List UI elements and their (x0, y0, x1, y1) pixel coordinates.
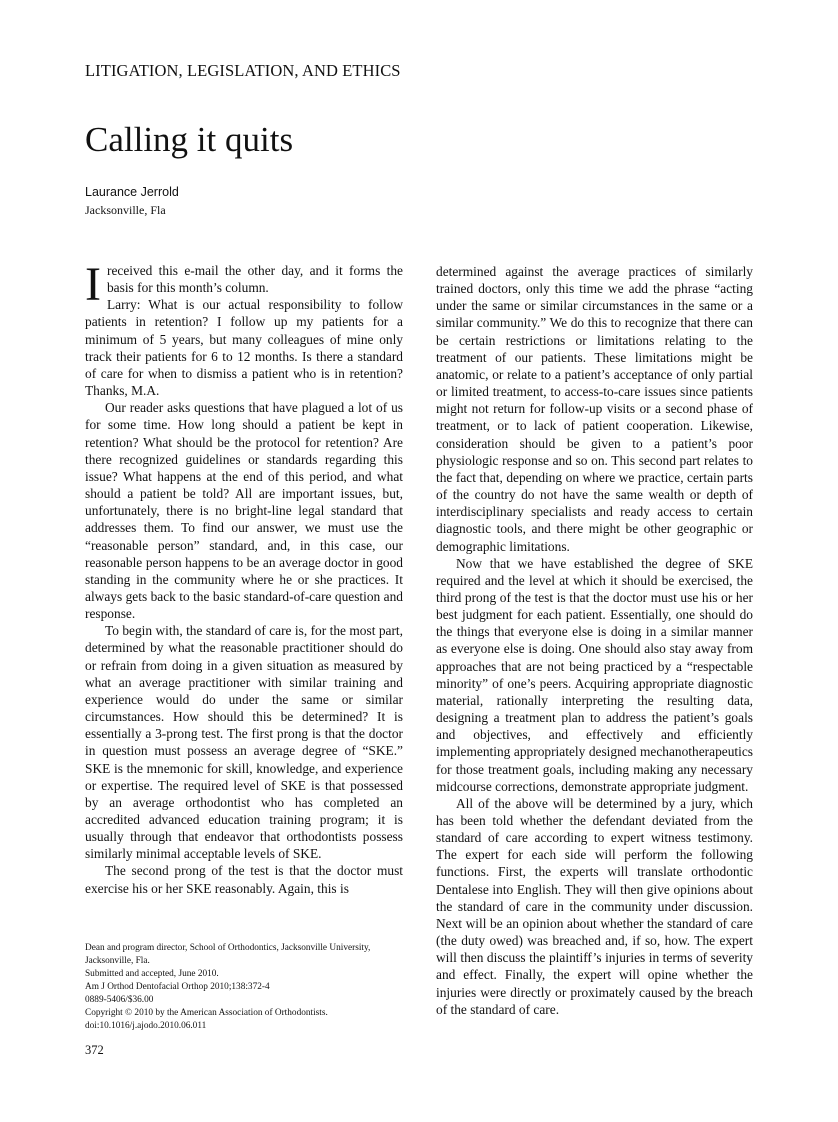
footnote-line: Copyright © 2010 by the American Association of Orthodontists. (85, 1008, 328, 1018)
footnote-line: doi:10.1016/j.ajodo.2010.06.011 (85, 1021, 207, 1031)
footnote-line: Submitted and accepted, June 2010. (85, 969, 219, 979)
footnote-line: 0889-5406/$36.00 (85, 995, 154, 1005)
paragraph-continued: determined against the average practices of similarly trained doctors, only this time we add the phrase “acting under the same or similar circumstances in the same or a similar community.” We do this to recognize that there can be certain restrictions or limitations relating to the treatment of our patients. These limitations might be anatomic, or relate to a patient’s acceptance of only partial or limited treatment, to access-to-care issues since patients might not return for follow-up visits or a second phase of treatment, or to lack of patient cooperation. Likewise, consideration should be given to a patient’s poor physiologic response and so on. This second part relates to the fact that, depending on where we practice, certain parts of the country do not have the same wealth or depth of interdisciplinary specialists and ready access to certain diagnostic tools, and there might be other geographic or demographic limitations. (436, 264, 753, 554)
footnote-line: Am J Orthod Dentofacial Orthop 2010;138:372-4 (85, 982, 270, 992)
footnote-line: Dean and program director, School of Orthodontics, Jacksonville University, (85, 943, 371, 953)
right-column (436, 263, 753, 1018)
paragraph-standard-of-care: To begin with, the standard of care is, for the most part, determined by what the reasonable practitioner should do or refrain from doing in a given situation as measured by what an average practitioner with similar training and experience would do under the same or similar circumstances. How should this be determined? It is essentially a 3-prong test. The first prong is that the doctor in question must possess an average degree of “SKE.” SKE is the mnemonic for skill, knowledge, and experience or expertise. The required level of SKE is that possessed by an average orthodontist who has completed an accredited advanced education training program; it is usually through that endeavor that orthodontists possess similarly minimal acceptable levels of SKE. (85, 623, 403, 862)
left-column (85, 258, 403, 897)
drop-cap: I (85, 258, 101, 311)
paragraph-intro (85, 258, 403, 311)
paragraph-second-prong: The second prong of the test is that the doctor must exercise his or her SKE reasonably. Again, this is (85, 863, 403, 896)
footnote-line: Jacksonville, Fla. (85, 956, 150, 966)
paragraph-email: Larry: What is our actual responsibility to follow patients in retention? I follow up my patients for a minimum of 5 years, but many colleagues of mine only track their patients for 6 to 12 months. Is there a standard of care for when to dismiss a patient who is in retention? Thanks, M.A. (85, 297, 403, 399)
section-heading: LITIGATION, LEGISLATION, AND ETHICS (85, 61, 401, 80)
article-title: Calling it quits (85, 120, 294, 159)
paragraph-jury: All of the above will be determined by a jury, which has been told whether the defendant deviated from the standard of care according to expert witness testimony. The expert for each side will perform the following functions. First, the experts will translate orthodontic Dentalese into English. They will then give opinions about the standard of care in the community under discussion. Next will be an opinion about whether the standard of care (the duty owed) was breached and, if so, how. The expert will then discuss the plaintiff’s injuries in terms of severity and effect. Finally, the expert will opine whether the injuries were directly or proximately caused by the breach of the standard of care. (436, 795, 753, 1017)
author-affiliation: Jacksonville, Fla (85, 203, 166, 217)
author-name: Laurance Jerrold (85, 185, 179, 199)
footnote (85, 942, 415, 1033)
page-number: 372 (85, 1043, 104, 1057)
paragraph-intro-text: received this e-mail the other day, and it forms the basis for this month’s column. (106, 263, 403, 296)
paragraph-questions: Our reader asks questions that have plagued a lot of us for some time. How long should a patient be kept in retention? What should be the protocol for retention? Are there recognized guidelines or standards regarding this issue? What happens at the end of this period, and what should a patient be told? All are important issues, but, unfortunately, there is no bright-line legal standard that addresses them. To find our answer, we must use the “reasonable person” standard, and, in this case, our reasonable person happens to be an average doctor in good standing in the community where he or she practices. It always gets back to the basic standard-of-care question and response. (85, 400, 403, 622)
paragraph-third-prong: Now that we have established the degree of SKE required and the level at which it should be exercised, the third prong of the test is that the doctor must use his or her best judgment for each patient. Essentially, one should do the things that everyone else is doing in a similar manner as everyone else is doing. One should also stay away from approaches that are not being practiced by a “respectable minority” of one’s peers. Acquiring appropriate diagnostic material, rationally interpreting the resulting data, designing a treatment plan to address the patient’s goals and objectives, and effectively and efficiently implementing appropriately designed mechanotherapeutics for those treatment goals, including making any necessary midcourse corrections, demonstrate appropriate judgment. (436, 555, 753, 794)
